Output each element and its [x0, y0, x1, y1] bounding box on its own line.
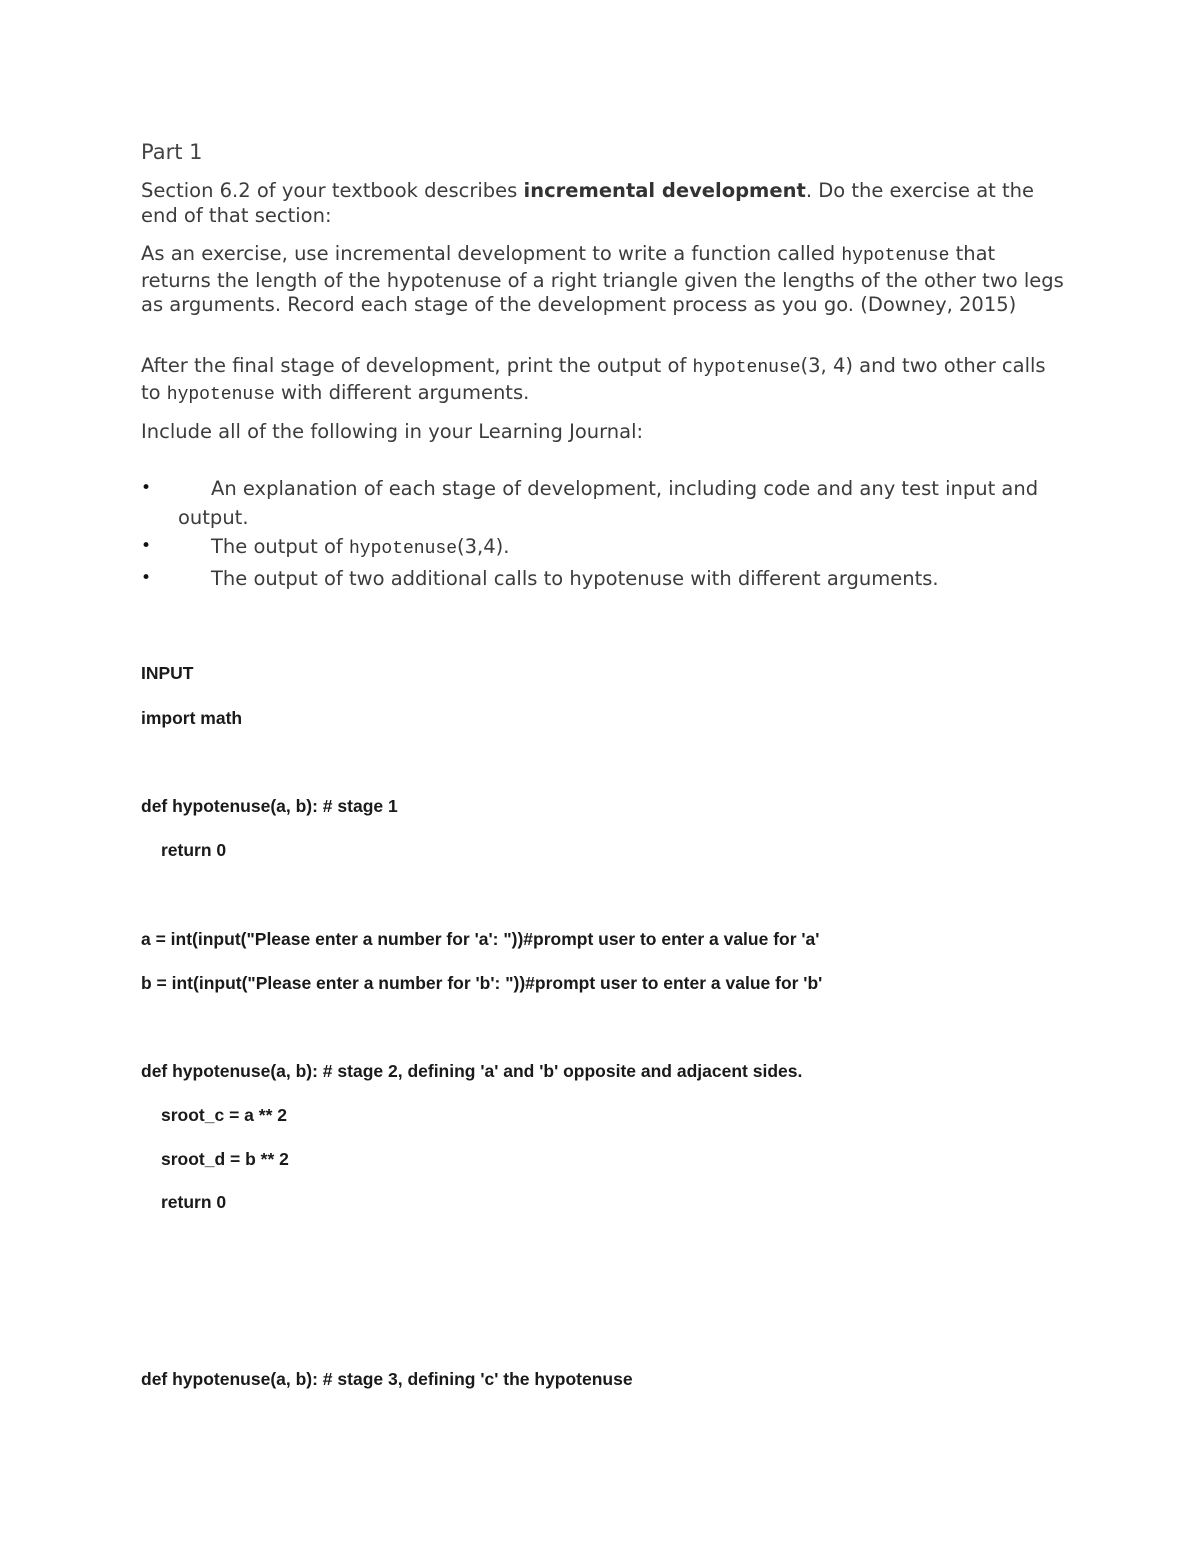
code-stage1-return: return 0	[161, 840, 227, 860]
bullet-2-before: The output of	[211, 535, 349, 558]
quote-text-after: that returns the length of the hypotenuse of a right triangle given the lengths of the other two legs as arguments. Record each stage of the development process as you go. (Downey, 2015)	[141, 242, 1064, 316]
code-stage3-def: def hypotenuse(a, b): # stage 3, defining 'c' the hypotenuse	[141, 1369, 633, 1389]
include-line: Include all of the following in your Learning Journal:	[141, 420, 644, 443]
after-final-paragraph	[141, 354, 1071, 407]
bullet-icon: •	[141, 568, 152, 588]
requirements-list	[141, 474, 1071, 593]
bullet-text-1: An explanation of each stage of development, including code and any test input and output.	[178, 477, 1039, 529]
after-final-part1: After the final stage of development, print the output of	[141, 354, 693, 377]
list-item	[141, 532, 1071, 564]
bullet-icon: •	[141, 536, 152, 556]
after-final-part3: with different arguments.	[274, 380, 530, 404]
quote-code-hypotenuse: hypotenuse	[841, 246, 950, 266]
code-input-b: b = int(input("Please enter a number for 'b': "))#prompt user to enter a value for 'b'	[141, 973, 823, 993]
intro-text-before: Section 6.2 of your textbook describes	[141, 179, 524, 202]
after-final-part2: (3, 4) and two other calls to	[141, 354, 1046, 404]
code-stage2-return: return 0	[161, 1192, 227, 1212]
bullet-icon: •	[141, 478, 152, 498]
code-input-a: a = int(input("Please enter a number for 'a': "))#prompt user to enter a value for 'a'	[141, 929, 820, 949]
bullet-text-3: The output of two additional calls to hypotenuse with different arguments.	[211, 567, 939, 590]
quote-text-before: As an exercise, use incremental development to write a function called	[141, 242, 842, 265]
code-stage2-line1: sroot_c = a ** 2	[161, 1105, 287, 1125]
bullet-text-2	[178, 532, 509, 564]
after-final-code1: hypotenuse	[692, 358, 801, 378]
after-final-code2: hypotenuse	[166, 384, 275, 405]
exercise-quote	[141, 242, 1071, 318]
part-heading: Part 1	[141, 140, 203, 164]
code-stage1-def: def hypotenuse(a, b): # stage 1	[141, 796, 398, 816]
bullet-2-code: hypotenuse	[348, 539, 458, 559]
intro-paragraph	[141, 179, 1071, 228]
code-stage2-line2: sroot_d = b ** 2	[161, 1149, 289, 1169]
intro-bold-term: incremental development	[523, 179, 806, 202]
code-label-input: INPUT	[141, 663, 194, 683]
intro-text-after: . Do the exercise at the end of that section:	[141, 179, 1035, 227]
code-stage2-def: def hypotenuse(a, b): # stage 2, defining 'a' and 'b' opposite and adjacent sides.	[141, 1061, 803, 1081]
list-item	[141, 564, 1071, 593]
code-import-line: import math	[141, 708, 243, 728]
list-item	[141, 474, 1071, 532]
bullet-2-after: (3,4).	[457, 535, 510, 558]
